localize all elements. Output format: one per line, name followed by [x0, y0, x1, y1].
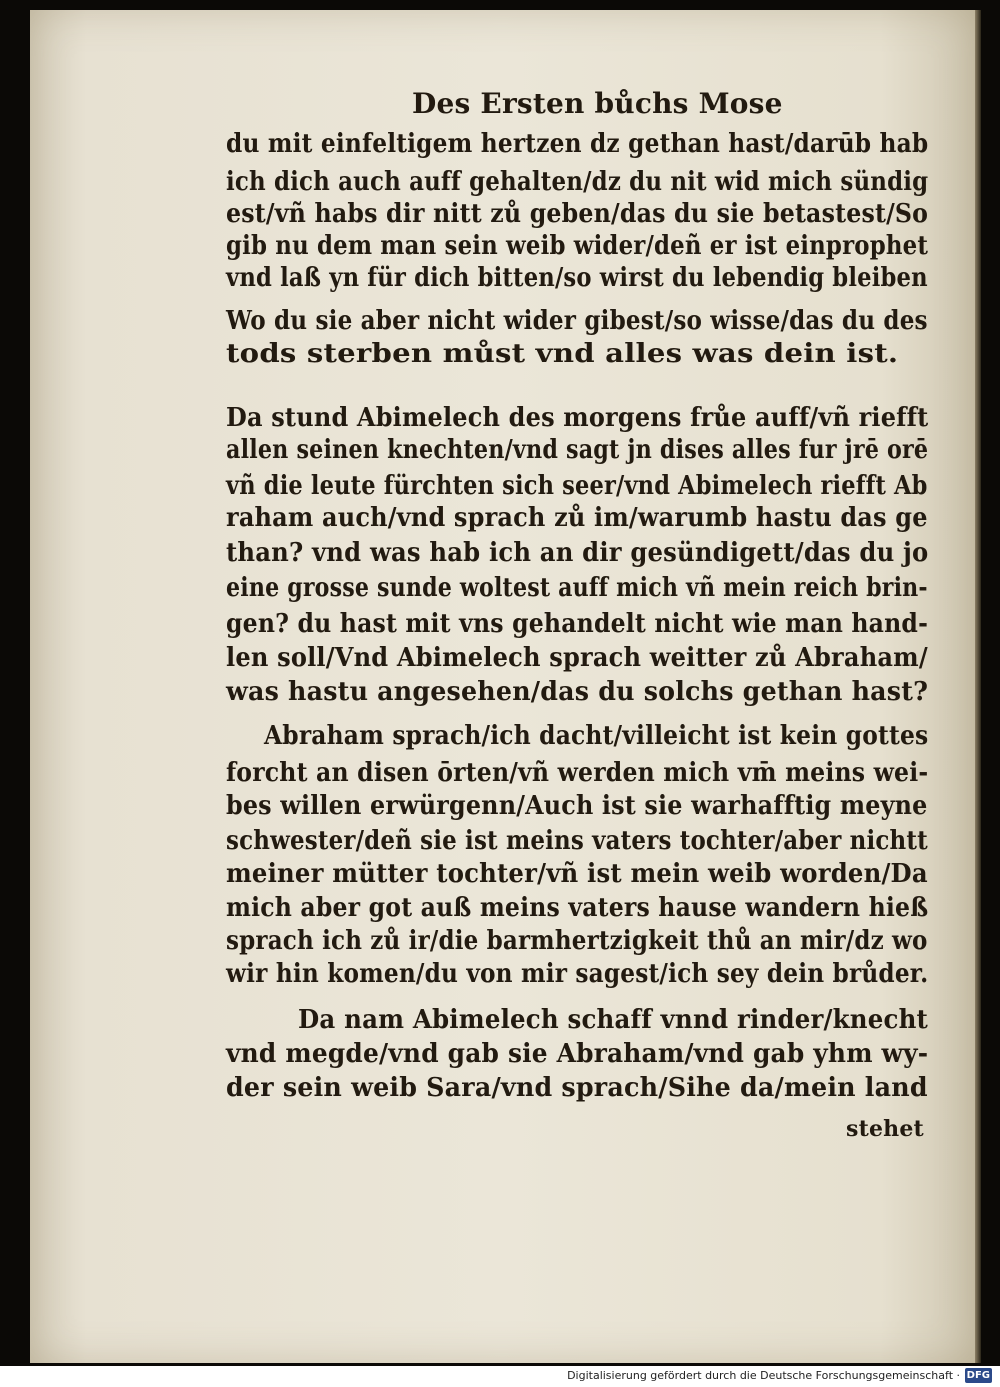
text-line: vnd megde/vnd gab sie Abraham/vnd gab yhm wy-: [226, 1039, 929, 1069]
footer-bar: [0, 1366, 1000, 1387]
text-line: wir hin komen/du von mir sagest/ich sey dein brůder.: [226, 959, 929, 989]
text-line: der sein weib Sara/vnd sprach/Sihe da/mein land: [226, 1073, 928, 1103]
text-line: vnd laß yn für dich bitten/so wirst du lebendig bleiben: [226, 263, 928, 293]
text-line: was hastu angesehen/das du solchs gethan hast?: [226, 677, 929, 707]
text-line: gen? du hast mit vns gehandelt nicht wie man hand-: [226, 609, 929, 639]
text-line: allen seinen knechten/vnd sagt jn dises alles fur jrē orē: [226, 435, 929, 465]
text-line: than? vnd was hab ich an dir gesündigett/das du jo: [226, 538, 929, 568]
text-line: len soll/Vnd Abimelech sprach weitter zů Abraham/: [226, 643, 928, 673]
text-line: mich aber got auß meins vaters hause wandern hieß: [226, 893, 929, 923]
funding-credit: Digitalisierung gefördert durch die Deutsche Forschungsgemeinschaft ·: [567, 1369, 960, 1382]
dfg-logo: DFG: [966, 1370, 990, 1381]
text-line: du mit einfeltigem hertzen dz gethan hast/darūb hab: [226, 129, 929, 159]
text-line: forcht an disen ōrten/vñ werden mich vm̄ meins wei-: [226, 758, 929, 788]
text-line: est/vñ habs dir nitt zů geben/das du sie betastest/So: [226, 199, 929, 229]
text-line: Wo du sie aber nicht wider gibest/so wisse/das du des: [226, 306, 928, 336]
text-line: sprach ich zů ir/die barmhertzigkeit thů an mir/dz wo: [226, 926, 928, 956]
text-line: bes willen erwürgenn/Auch ist sie warhafftig meyne: [226, 791, 928, 821]
catchword: stehet: [846, 1116, 924, 1142]
text-line: tods sterben můst vnd alles was dein ist.: [226, 339, 899, 369]
text-line: eine grosse sunde woltest auff mich vñ mein reich brin-: [226, 573, 928, 603]
text-line: raham auch/vnd sprach zů im/warumb hastu das ge: [226, 503, 928, 533]
text-line: schwester/deñ sie ist meins vaters tochter/aber nichtt: [226, 826, 928, 856]
text-line: ich dich auch auff gehalten/dz du nit wid mich sündig: [226, 167, 929, 197]
text-line: meiner mütter tochter/vñ ist mein weib worden/Da: [226, 859, 928, 889]
text-line: gib nu dem man sein weib wider/deñ er ist einprophet: [226, 231, 929, 261]
text-line: vñ die leute fürchten sich seer/vnd Abimelech riefft Ab: [226, 471, 928, 501]
text-line: Da nam Abimelech schaff vnnd rinder/knecht: [298, 1005, 929, 1035]
page-edge: [975, 10, 981, 1363]
text-line: Abraham sprach/ich dacht/villeicht ist kein gottes: [264, 721, 929, 751]
running-head: Des Ersten bůchs Mose: [412, 87, 783, 120]
text-line: Da stund Abimelech des morgens frůe auff/vñ riefft: [226, 403, 929, 433]
